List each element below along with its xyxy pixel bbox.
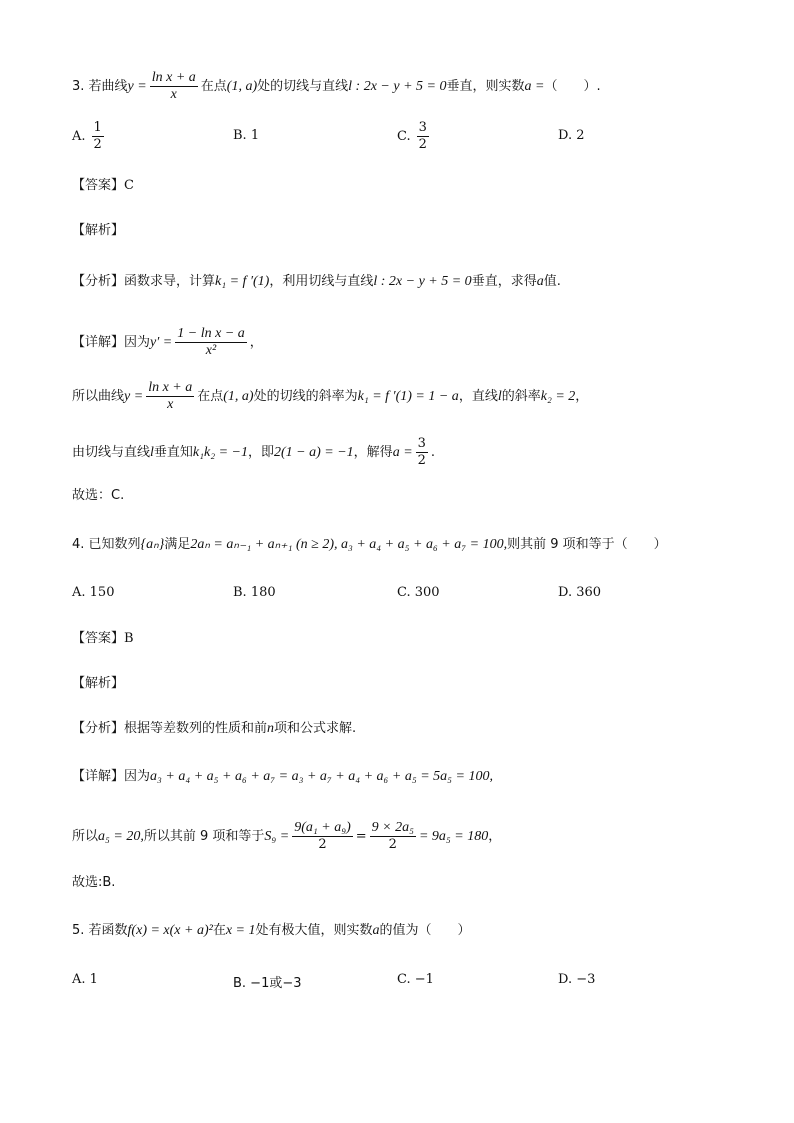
q3-so-text-a: 所以曲线 <box>72 388 125 404</box>
q5-option-a-text: A. 1 <box>72 972 98 987</box>
q5-option-b <box>233 972 302 991</box>
q3-so-fraction <box>146 380 194 413</box>
q4-detail-eq: a₃ + a₄ + a₅ + a₆ + a₇ = a₃ + a₇ + a₄ + a₆ + a₅ = 5a₅ = 100, <box>150 769 493 784</box>
q3-stem-text-c: 处的切线与直线 <box>257 78 349 94</box>
q3-option-c-den: 2 <box>418 137 427 152</box>
q5-option-c <box>397 972 434 987</box>
q3-perp-eq: k₁k₂ = −1 <box>192 444 248 460</box>
q4-detail-2 <box>72 820 734 853</box>
q3-fraction <box>150 70 198 103</box>
q5-x-eq: x = 1 <box>225 923 256 938</box>
q3-so-y: y = <box>124 388 144 404</box>
q3-perp-fraction <box>416 436 428 469</box>
q4-option-c-text: C. 300 <box>397 585 440 600</box>
q3-perp-text-d: ，解得 <box>353 444 393 460</box>
q4-fenxi-text-a: 根据等差数列的性质和前 <box>124 721 268 736</box>
q4-option-c <box>397 585 440 600</box>
q4-answer-value: B <box>124 631 134 646</box>
q5-stem <box>72 921 734 941</box>
q5-function: f(x) = x(x + a)² <box>127 923 213 938</box>
q4-so-comma: ， <box>488 828 502 844</box>
q3-detail-frac-num: 1 − ln x − a <box>177 326 245 341</box>
q3-y-prime: y′ = <box>150 334 173 350</box>
q3-detail-text: 因为 <box>124 334 151 350</box>
q3-paren: （ ）. <box>544 78 601 94</box>
q3-analysis-tag: 【解析】 <box>72 223 125 238</box>
q4-frac1-den: 2 <box>318 837 327 852</box>
q3-fenxi-text-a: 函数求导，计算 <box>124 274 216 289</box>
q4-eq-sign: = <box>355 828 367 844</box>
q3-so-text-c: 处的切线的斜率为 <box>253 388 358 404</box>
q3-detail-frac-den: x² <box>205 343 217 358</box>
q4-option-d-text: D. 360 <box>558 585 602 600</box>
q4-frac2-den: 2 <box>388 837 397 852</box>
q4-option-b-text: B. 180 <box>233 585 276 600</box>
q3-fenxi-text-d: 值. <box>543 274 561 289</box>
q3-answer <box>72 176 734 196</box>
q3-option-d <box>558 128 585 143</box>
q3-so-text-e: 的斜率 <box>501 388 541 404</box>
q3-option-b-value: 1 <box>250 128 260 143</box>
q5-a: a <box>372 923 380 938</box>
q3-perp-frac-den: 2 <box>417 453 426 468</box>
q3-option-c-label: C. <box>397 129 411 144</box>
q4-detail-1 <box>72 767 734 787</box>
q4-so-end: = 9a₅ = 180 <box>418 828 489 844</box>
q3-analysis-head <box>72 221 734 241</box>
q3-option-d-value: 2 <box>576 128 585 143</box>
q5-option-c-text: C. −1 <box>397 972 434 987</box>
q3-fenxi <box>72 272 734 292</box>
q3-so-frac-den: x <box>167 397 174 412</box>
q3-option-a-den: 2 <box>93 137 102 152</box>
q3-option-c <box>397 120 432 153</box>
q3-perp-text-a: 由切线与直线 <box>72 444 151 460</box>
q4-stem <box>72 535 734 555</box>
q3-perp-eq2: 2(1 − a) = −1 <box>274 444 354 460</box>
q4-so-text-a: 所以 <box>72 828 99 844</box>
q3-a-eq: a = <box>524 78 545 94</box>
q4-fraction-1 <box>292 820 353 853</box>
q4-option-d <box>558 585 601 600</box>
q4-option-a <box>72 585 114 600</box>
q3-so-k2: k₂ = 2 <box>540 388 576 404</box>
q3-fenxi-line: l : 2x − y + 5 = 0 <box>373 274 472 289</box>
q3-so-text-d: ，直线 <box>458 388 498 404</box>
q4-choose <box>72 873 734 893</box>
q4-condition: 2aₙ = aₙ₋₁ + aₙ₊₁ (n ≥ 2), a₃ + a₄ + a₅ + a₆ + a₇ = 100, <box>190 537 508 552</box>
q3-perp-end: . <box>430 444 436 460</box>
q4-detail-tag: 【详解】 <box>72 769 125 784</box>
q4-option-b <box>233 585 276 600</box>
q3-fenxi-text-b: ，利用切线与直线 <box>269 274 374 289</box>
q4-fraction-2 <box>370 820 416 853</box>
q3-so-l: l <box>497 388 502 404</box>
q3-option-d-label: D. <box>558 128 573 143</box>
q3-detail-1 <box>72 326 734 359</box>
q3-detail-fraction <box>175 326 247 359</box>
q3-so-text-b: 在点 <box>197 388 224 404</box>
q4-so-s9: S₉ = <box>264 828 290 844</box>
q3-detail-3 <box>72 436 734 469</box>
q3-perp-l: l <box>150 444 154 460</box>
q3-so-text-f: ， <box>575 388 589 404</box>
q5-option-a <box>72 972 98 987</box>
q4-stem-text-a: 4. 已知数列 <box>72 537 141 552</box>
q4-choose-text: 故选:B. <box>72 875 116 890</box>
q5-option-b-text: B. −1或−3 <box>233 976 302 991</box>
q4-analysis-tag: 【解析】 <box>72 676 125 691</box>
q3-fenxi-k1: k₁ = f ′(1) <box>215 274 270 289</box>
q3-perp-text-b: 垂直知 <box>153 444 193 460</box>
q3-perp-frac-num: 3 <box>417 436 426 451</box>
q3-choose <box>72 486 734 506</box>
q3-so-k1: k₁ = f ′(1) = 1 − a <box>357 388 459 404</box>
q3-fenxi-a: a <box>536 274 544 289</box>
q3-option-c-frac <box>417 120 429 153</box>
q3-option-a-frac <box>92 120 104 153</box>
q3-stem-text-d: 垂直，则实数 <box>446 78 525 94</box>
q4-stem-text-b: 满足 <box>164 537 191 552</box>
q3-option-b-label: B. <box>233 128 247 143</box>
q4-fenxi-n: n <box>267 721 275 736</box>
q3-detail-comma: ， <box>249 334 263 350</box>
q3-so-frac-num: ln x + a <box>148 380 193 395</box>
q3-option-a-label: A. <box>72 129 86 144</box>
q3-option-a <box>72 120 107 153</box>
q3-stem-text-b: 在点 <box>200 78 227 94</box>
q3-option-c-num: 3 <box>418 120 427 135</box>
q3-perp-text-c: ，即 <box>247 444 274 460</box>
q3-answer-value: C <box>124 178 134 193</box>
q4-fenxi <box>72 719 734 739</box>
q3-frac-num: ln x + a <box>151 70 196 85</box>
q5-option-d-text: D. −3 <box>558 972 596 987</box>
q4-analysis-head <box>72 674 734 694</box>
q4-fenxi-tag: 【分析】 <box>72 721 125 736</box>
q4-detail-text: 因为 <box>124 769 151 784</box>
q4-so-text-b: 所以其前 9 项和等于 <box>143 828 265 844</box>
q4-frac1-num: 9(a₁ + a₉) <box>294 820 351 835</box>
q4-stem-text-c: 则其前 9 项和等于（ ） <box>507 537 667 552</box>
q3-stem-text: 3. 若曲线 <box>72 78 128 94</box>
q4-seq: {aₙ} <box>140 537 165 552</box>
q3-detail-tag: 【详解】 <box>72 334 125 350</box>
q3-choose-text: 故选：C. <box>72 488 125 503</box>
q3-line-eq: l : 2x − y + 5 = 0 <box>348 78 447 94</box>
q3-frac-den: x <box>170 87 177 102</box>
q5-stem-text-b: 在 <box>212 923 226 938</box>
q4-answer <box>72 629 734 649</box>
q4-frac2-num: 9 × 2a₅ <box>371 820 414 835</box>
q5-option-d <box>558 972 595 987</box>
q4-fenxi-text-b: 项和公式求解. <box>274 721 357 736</box>
q4-option-a-text: A. 150 <box>72 585 115 600</box>
q5-stem-text-d: 的值为（ ） <box>379 923 471 938</box>
q3-y-eq: y = <box>127 78 147 94</box>
q3-detail-2 <box>72 380 734 413</box>
q3-perp-a-eq: a = <box>392 444 413 460</box>
q3-stem <box>72 70 734 103</box>
q5-stem-text-a: 5. 若函数 <box>72 923 128 938</box>
q3-fenxi-tag: 【分析】 <box>72 274 125 289</box>
q3-option-b <box>233 128 259 143</box>
q3-answer-tag: 【答案】 <box>72 178 125 193</box>
q3-so-point: (1, a) <box>223 388 254 404</box>
q3-point: (1, a) <box>226 78 258 94</box>
q3-fenxi-text-c: 垂直，求得 <box>471 274 537 289</box>
q4-answer-tag: 【答案】 <box>72 631 125 646</box>
q4-so-eq: a₅ = 20, <box>98 828 144 844</box>
q3-option-a-num: 1 <box>93 120 102 135</box>
q5-stem-text-c: 处有极大值，则实数 <box>255 923 373 938</box>
